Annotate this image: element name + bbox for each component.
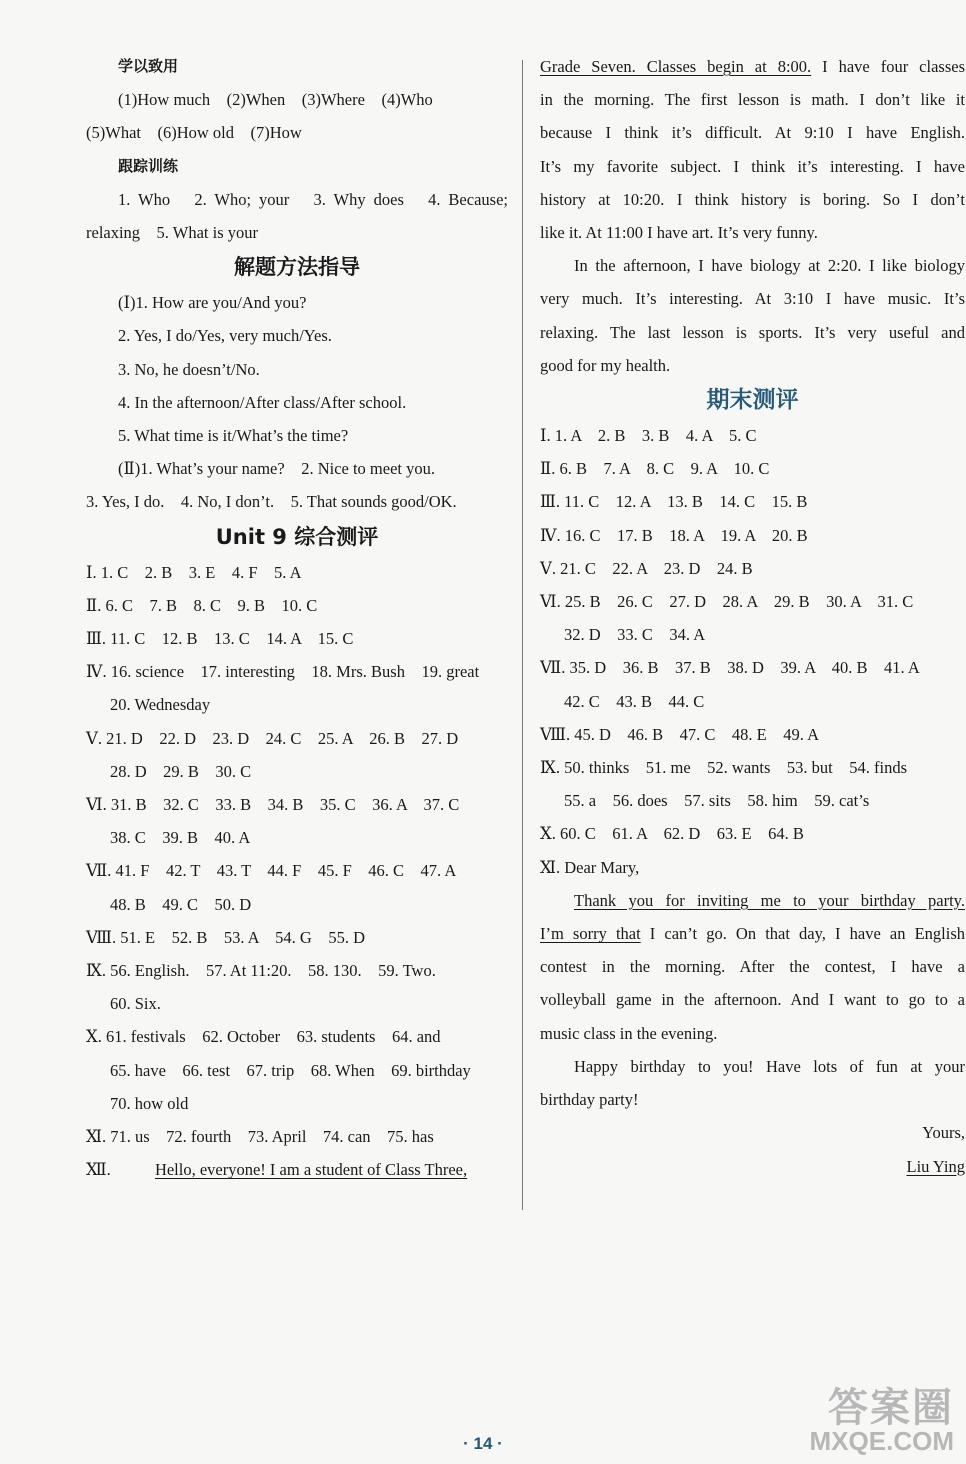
answer-line: Ⅵ. 31. B 32. C 33. B 34. B 35. C 36. A 37. C — [86, 795, 460, 815]
answer-line: 65. have 66. test 67. trip 68. When 69. birthday — [110, 1060, 471, 1080]
essay-underlined: Grade Seven. Classes begin at 8:00. — [540, 57, 812, 76]
method-list — [86, 286, 508, 518]
letter-closing: Yours, — [922, 1123, 965, 1143]
answer-line: Ⅴ. 21. D 22. D 23. D 24. C 25. A 26. B 27. D — [86, 728, 459, 748]
answer-line: (Ⅰ)1. How are you/And you? — [118, 293, 307, 313]
answer-line: (1)How much (2)When (3)Where (4)Who — [118, 90, 433, 110]
watermark-bottom: MXQE.COM — [809, 1426, 954, 1456]
answer-line: 70. how old — [110, 1093, 189, 1113]
essay-start-line — [86, 1153, 508, 1186]
answer-line: 28. D 29. B 30. C — [110, 761, 252, 781]
essay-label: Ⅻ. — [86, 1160, 111, 1180]
answer-line: Ⅳ. 16. C 17. B 18. A 19. A 20. B — [540, 525, 808, 545]
letter-line — [540, 884, 965, 917]
answer-line: Ⅺ. 71. us 72. fourth 73. April 74. can 75. has — [86, 1127, 434, 1147]
unit-heading: Unit 9 综合测评 — [215, 524, 379, 549]
essay-line — [540, 50, 965, 83]
answer-line: 60. Six. — [110, 994, 161, 1014]
answer-line: 20. Wednesday — [110, 695, 211, 715]
answer-line: Ⅰ. 1. A 2. B 3. B 4. A 5. C — [540, 426, 757, 446]
answer-line: Ⅴ. 21. C 22. A 23. D 24. B — [540, 558, 753, 578]
letter-salutation: Ⅺ. Dear Mary, — [540, 857, 640, 877]
signature-text: Liu Ying — [906, 1156, 965, 1176]
essay-line: like it. At 11:00 I have art. It’s very funny. — [540, 223, 818, 243]
answer-line: Ⅱ. 6. C 7. B 8. C 9. B 10. C — [86, 595, 318, 615]
essay-line: It’s my favorite subject. I think it’s interesting. I have — [540, 156, 965, 176]
unit-answer-list — [86, 556, 508, 1154]
answer-line: 4. In the afternoon/After class/After school. — [118, 392, 407, 412]
answer-line: 2. Yes, I do/Yes, very much/Yes. — [118, 326, 332, 346]
letter-line: birthday party! — [540, 1090, 639, 1110]
answer-line: 42. C 43. B 44. C — [564, 691, 705, 711]
answer-line: 38. C 39. B 40. A — [110, 828, 251, 848]
answer-line: Ⅲ. 11. C 12. B 13. C 14. A 15. C — [86, 629, 354, 649]
letter-underlined: Thank you for inviting me to your birthday party. — [574, 890, 965, 910]
answer-line: Ⅳ. 16. science 17. interesting 18. Mrs. Bush 19. great — [86, 662, 480, 682]
answer-line: 5. What time is it/What’s the time? — [118, 426, 349, 446]
essay-text: I have four classes — [811, 57, 966, 76]
final-answer-list — [540, 419, 965, 851]
answer-line: Ⅷ. 45. D 46. B 47. C 48. E 49. A — [540, 724, 820, 744]
answer-line: 32. D 33. C 34. A — [564, 625, 706, 645]
answer-line: Ⅲ. 11. C 12. A 13. B 14. C 15. B — [540, 492, 808, 512]
answer-line: 1. Who 2. Who; your 3. Why does 4. Because; — [118, 189, 508, 209]
answer-line: Ⅵ. 25. B 26. C 27. D 28. A 29. B 30. A 31. C — [540, 592, 914, 612]
final-heading: 期末测评 — [706, 387, 799, 414]
essay-underlined-start: Hello, everyone! I am a student of Class Three, — [154, 1160, 468, 1180]
answer-line: 3. No, he doesn’t/No. — [118, 359, 260, 379]
answer-line: relaxing 5. What is your — [86, 223, 258, 243]
essay-line: relaxing. The last lesson is sports. It’s very useful and — [540, 322, 965, 342]
letter-line: volleyball game in the afternoon. And I want to go to a — [540, 990, 965, 1010]
essay-line: good for my health. — [540, 355, 671, 375]
essay-line: In the afternoon, I have biology at 2:20. I like biology — [574, 256, 965, 276]
letter-text: I can’t go. On that day, I have an English — [640, 924, 965, 944]
letter-line: music class in the evening. — [540, 1023, 718, 1043]
answer-line: Ⅹ. 61. festivals 62. October 63. students 64. and — [86, 1027, 441, 1047]
left-column — [86, 50, 508, 1187]
answer-line: 3. Yes, I do. 4. No, I don’t. 5. That sounds good/OK. — [86, 492, 457, 512]
letter-underlined: I’m sorry that — [540, 924, 641, 944]
answer-line: Ⅷ. 51. E 52. B 53. A 54. G 55. D — [86, 927, 366, 947]
right-column — [540, 50, 965, 1183]
answer-line: 48. B 49. C 50. D — [110, 894, 252, 914]
watermark-top: 答案圈 — [828, 1386, 954, 1430]
section-label-track: 跟踪训练 — [118, 156, 179, 175]
watermark-logo — [810, 1388, 954, 1454]
answer-line: (5)What (6)How old (7)How — [86, 123, 302, 143]
answer-line: Ⅶ. 35. D 36. B 37. B 38. D 39. A 40. B 41. A — [540, 658, 920, 678]
letter-signature — [540, 1150, 965, 1183]
answer-line: Ⅰ. 1. C 2. B 3. E 4. F 5. A — [86, 562, 302, 582]
answer-line: Ⅸ. 56. English. 57. At 11:20. 58. 130. 59. Two. — [86, 961, 436, 981]
page-number: · 14 · — [463, 1434, 503, 1453]
essay-line: very much. It’s interesting. At 3:10 I have music. It’s — [540, 289, 965, 309]
letter-line: Happy birthday to you! Have lots of fun at your — [574, 1056, 965, 1076]
answer-line: Ⅸ. 50. thinks 51. me 52. wants 53. but 54. finds — [540, 758, 907, 778]
answer-line: Ⅹ. 60. C 61. A 62. D 63. E 64. B — [540, 824, 804, 844]
essay-line: history at 10:20. I think history is boring. So I don’t — [540, 189, 965, 209]
essay-line: because I think it’s difficult. At 9:10 I have English. — [540, 123, 965, 143]
method-heading: 解题方法指导 — [234, 255, 360, 280]
answer-line: Ⅱ. 6. B 7. A 8. C 9. A 10. C — [540, 459, 770, 479]
answer-line: 55. a 56. does 57. sits 58. him 59. cat’s — [564, 791, 870, 811]
section-label-xyzy: 学以致用 — [118, 57, 179, 75]
essay-line: in the morning. The first lesson is math. I don’t like it — [540, 90, 965, 110]
letter-line — [540, 917, 965, 950]
column-divider — [522, 60, 523, 1210]
answer-line: Ⅶ. 41. F 42. T 43. T 44. F 45. F 46. C 47. A — [86, 861, 457, 881]
answer-line: (Ⅱ)1. What’s your name? 2. Nice to meet you. — [118, 459, 435, 479]
letter-line: contest in the morning. After the contest, I have a — [540, 957, 965, 977]
